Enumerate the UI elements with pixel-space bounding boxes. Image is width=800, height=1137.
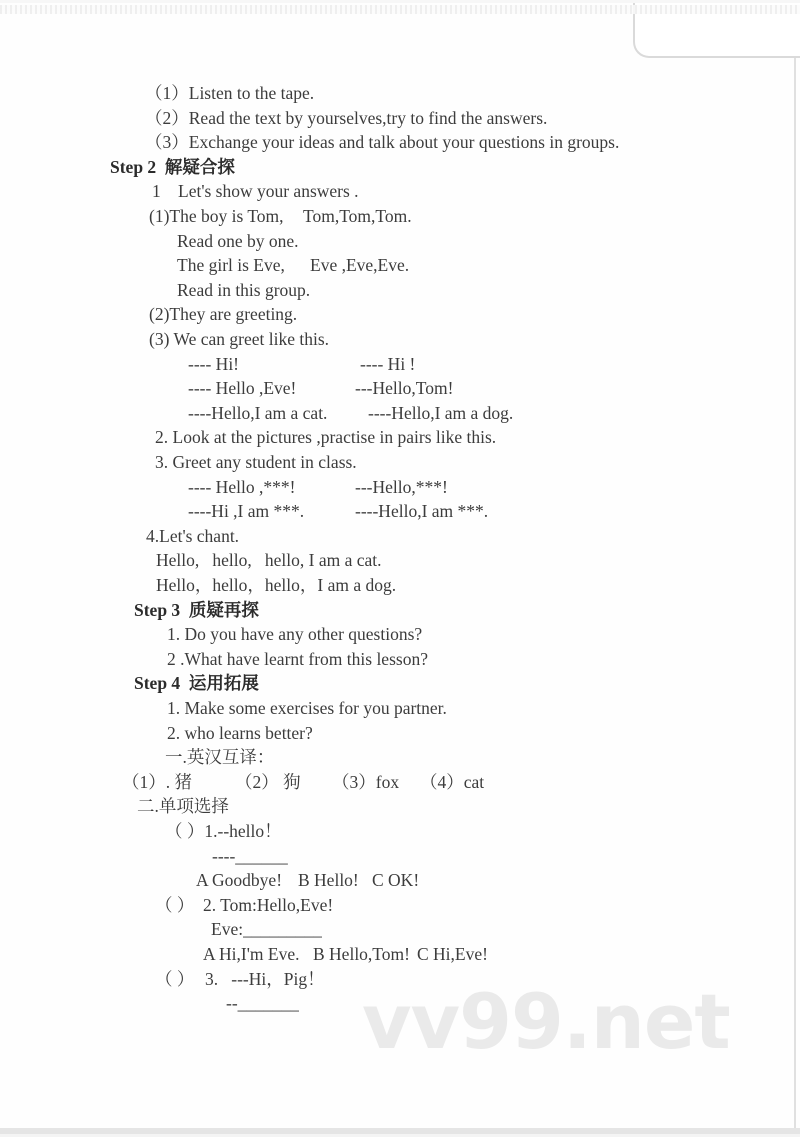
page-right-edge <box>794 56 796 1128</box>
doc-line <box>0 598 800 623</box>
doc-line <box>0 917 800 942</box>
doc-line <box>0 376 800 401</box>
doc-line-text: (3) We can greet like this. <box>149 329 330 349</box>
doc-line <box>0 844 800 869</box>
doc-line-text: （2） 狗 <box>235 771 301 792</box>
doc-line <box>0 819 800 844</box>
doc-line <box>0 499 800 524</box>
doc-line-text: （3）fox <box>332 771 400 792</box>
doc-line-text: Let's show your answers . <box>178 181 359 202</box>
doc-line-text: ---- Hi! <box>188 353 240 374</box>
doc-line-text: ---Hello,***! <box>355 476 448 497</box>
doc-line <box>0 401 800 426</box>
doc-line-text: C OK! <box>372 870 420 891</box>
doc-line <box>0 327 800 352</box>
doc-line <box>0 81 800 106</box>
doc-line <box>0 155 800 180</box>
doc-line-text: The girl is Eve, <box>177 255 285 276</box>
doc-line-text: A Hi,I'm Eve. <box>203 944 300 964</box>
doc-line-text: 一.英汉互译： <box>165 747 275 768</box>
watermark-text: vv99.net <box>362 977 730 1066</box>
doc-line-text: 3. ---Hi，Pig！ <box>205 968 325 989</box>
doc-line-text: 1. Do you have any other questions? <box>167 624 423 645</box>
doc-line-text: ----Hello,I am a cat. <box>188 402 328 423</box>
doc-line <box>0 671 800 696</box>
doc-line-text: Hello, hello, hello, I am a cat. <box>156 550 382 571</box>
doc-line-text: 2. Look at the pictures ,practise in pairs like this. <box>155 427 497 448</box>
doc-line <box>0 179 800 204</box>
doc-line-text: 4.Let's chant. <box>146 525 240 546</box>
doc-line-text: ----Hi ,I am ***. <box>188 501 305 522</box>
doc-line-text: ----______ <box>212 845 288 866</box>
doc-line <box>0 229 800 254</box>
doc-line <box>0 450 800 475</box>
doc-line-text: ---- Hi ! <box>360 353 416 374</box>
doc-line <box>0 647 800 672</box>
doc-line-text: Read in this group. <box>177 279 311 300</box>
doc-line <box>0 425 800 450</box>
doc-line-text: （2）Read the text by yourselves,try to find the answers. <box>145 107 548 128</box>
doc-line-text: 2. Tom:Hello,Eve! <box>203 894 334 915</box>
doc-line-text: Tom,Tom,Tom. <box>303 206 412 226</box>
doc-line-text: 1 <box>152 181 161 202</box>
doc-line <box>0 204 800 229</box>
doc-line <box>0 868 800 893</box>
doc-line <box>0 721 800 746</box>
page-top-perforation <box>0 5 800 14</box>
doc-line-text: ---- Hello ,Eve! <box>188 378 297 399</box>
doc-line-text: (2)They are greeting. <box>149 304 298 325</box>
doc-line <box>0 942 800 967</box>
doc-line-text: Hello，hello，hello，I am a dog. <box>156 575 397 595</box>
doc-line <box>0 524 800 549</box>
doc-line <box>0 278 800 303</box>
doc-line-text: B Hello! <box>298 870 359 891</box>
doc-line <box>0 475 800 500</box>
doc-line-text: A Goodbye! <box>196 870 283 891</box>
doc-line-text: Step 2 解疑合探 <box>110 156 235 177</box>
doc-line <box>0 573 800 598</box>
doc-line-text: （3）Exchange your ideas and talk about your questions in groups. <box>145 132 620 153</box>
doc-line-text: （ ）1.--hello！ <box>165 821 282 841</box>
doc-line <box>0 622 800 647</box>
doc-line <box>0 352 800 377</box>
doc-line-text: （ ） <box>155 894 195 915</box>
doc-line-text: ----Hello,I am a dog. <box>368 402 514 423</box>
doc-line-text: B Hello,Tom! <box>313 944 410 964</box>
doc-line-text: --_______ <box>226 993 299 1014</box>
doc-line <box>0 770 800 795</box>
doc-line-text: Read one by one. <box>177 230 299 251</box>
doc-line-text: Step 3 质疑再探 <box>134 599 259 620</box>
page-top-hairline <box>0 0 800 3</box>
doc-line <box>0 302 800 327</box>
doc-line-text: 3. Greet any student in class. <box>155 452 357 472</box>
doc-line-text: 2 .What have learnt from this lesson? <box>167 648 428 669</box>
doc-line <box>0 130 800 155</box>
doc-line <box>0 893 800 918</box>
doc-line-text: （1）. 猪 <box>122 771 192 792</box>
doc-line <box>0 745 800 770</box>
doc-line <box>0 548 800 573</box>
doc-line <box>0 967 800 992</box>
doc-line-text: Eve:_________ <box>211 919 322 940</box>
doc-line-text: 1. Make some exercises for you partner. <box>167 698 447 718</box>
doc-line-text: （1）Listen to the tape. <box>145 83 315 103</box>
doc-line <box>0 253 800 278</box>
doc-line-text: 2. who learns better? <box>167 722 313 743</box>
doc-line-text: Step 4 运用拓展 <box>134 673 259 694</box>
doc-line-text: ---Hello,Tom! <box>355 378 454 399</box>
doc-line-text: ---- Hello ,***! <box>188 476 296 497</box>
doc-line-text: （4）cat <box>420 771 485 792</box>
doc-line <box>0 106 800 131</box>
doc-line-text: (1)The boy is Tom, <box>149 206 284 226</box>
doc-line-text: C Hi,Eve! <box>417 944 488 964</box>
doc-line <box>0 991 800 1016</box>
doc-line <box>0 794 800 819</box>
doc-line-text: 二.单项选择 <box>137 796 229 817</box>
doc-line-text: ----Hello,I am ***. <box>355 501 489 522</box>
doc-line-text: Eve ,Eve,Eve. <box>310 255 410 276</box>
doc-line <box>0 696 800 721</box>
doc-line-text: （ ） <box>155 968 195 989</box>
